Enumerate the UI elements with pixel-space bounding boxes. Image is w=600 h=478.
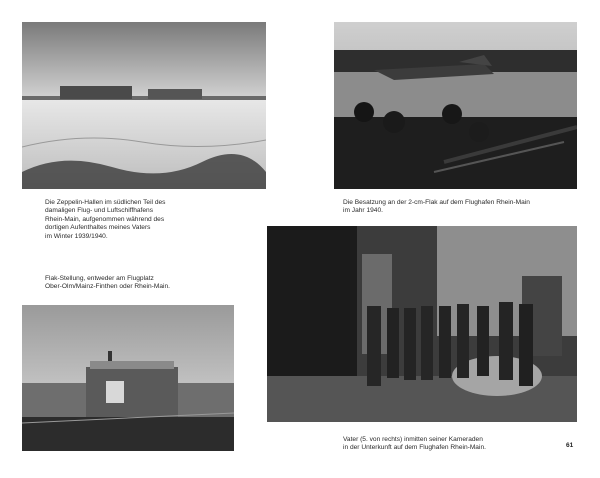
caption-line: im Winter 1939/1940. <box>45 232 108 240</box>
caption-line: Vater (5. von rechts) inmitten seiner Kameraden <box>343 436 483 443</box>
page-number: 61 <box>566 442 574 449</box>
flak-crew-image <box>334 22 577 189</box>
caption-line: damaligen Flug- und Luftschiffhafens <box>45 207 154 215</box>
flak-position-image <box>22 305 234 451</box>
zeppelin-halls-image <box>22 22 266 189</box>
photo-flak-position-tower <box>22 305 234 451</box>
caption-comrades <box>343 436 486 453</box>
photo-flak-crew-airfield <box>334 22 577 189</box>
caption-line: dortigen Aufenthaltes meines Vaters <box>45 224 151 232</box>
caption-line: Flak-Stellung, entweder am Flugplatz <box>45 275 154 282</box>
photo-zeppelin-halls <box>22 22 266 189</box>
caption-line: Die Besatzung an der 2-cm-Flak auf dem Flughafen Rhein-Main <box>343 199 530 206</box>
caption-flak-position <box>45 275 170 292</box>
caption-line: Die Zeppelin-Hallen im südlichen Teil des <box>45 199 166 206</box>
caption-line: Rhein-Main, aufgenommen während des <box>45 215 165 223</box>
comrades-image <box>267 226 577 422</box>
caption-flak-crew <box>343 199 530 216</box>
caption-zeppelin-halls <box>45 199 165 241</box>
photo-father-with-comrades <box>267 226 577 422</box>
caption-line: im Jahr 1940. <box>343 207 383 215</box>
caption-line: in der Unterkunft auf dem Flughafen Rhein-Main. <box>343 444 486 452</box>
caption-line: Ober-Olm/Mainz-Finthen oder Rhein-Main. <box>45 283 170 291</box>
